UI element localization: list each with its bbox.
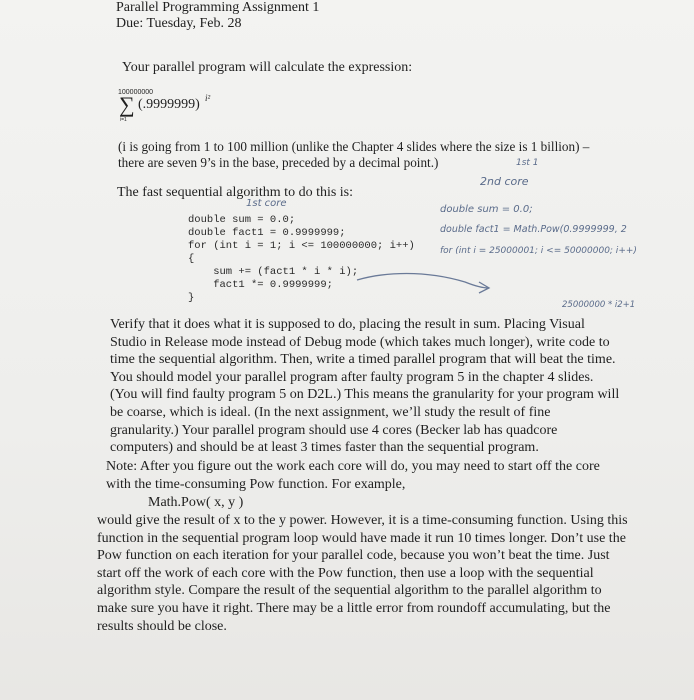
code-line: double sum = 0.0; [188, 214, 296, 226]
note-intro: Note: After you figure out the work each core will do, you may need to start off the core with the time-consuming Pow function. For example, [106, 459, 600, 492]
formula-body: (.9999999) [138, 97, 200, 112]
code-line: } [188, 292, 195, 304]
handwritten-arrow-icon [355, 268, 495, 296]
handwritten-core2: 2nd core [480, 175, 529, 188]
formula-lower-limit: i=1 [120, 117, 127, 123]
code-line: double fact1 = 0.9999999; [188, 227, 346, 239]
handwritten-for-line: for (int i = 25000001; i <= 50000000; i++) [440, 246, 637, 256]
formula-sigma: ∑ [119, 92, 135, 117]
code-line: for (int i = 1; i <= 100000000; i++) [188, 240, 415, 252]
formula-upper-limit: 100000000 [118, 89, 154, 96]
handwritten-fact-line: double fact1 = Math.Pow(0.9999999, 2 [440, 224, 627, 235]
formula-exponent: i² [205, 93, 211, 103]
intro-text: Your parallel program will calculate the expression: [122, 60, 413, 75]
assignment-title: Parallel Programming Assignment 1 [116, 0, 320, 15]
note-body: would give the result of x to the y power. However, it is a time-consuming function. Using this function in the sequential program loop would have made it run 10 times longer. Don’t use the Pow function on each iteration for your parallel code, because you won’t beat the time. Just start off the work of each core with the Pow function, then use a loop with the sequential algorithm style. Compare the result of the sequential algorithm to the parallel algorithm to make sure you have it right. There may be a little error from roundoff accumulating, but the results should be close. [97, 513, 628, 634]
code-line: fact1 *= 0.9999999; [188, 279, 333, 291]
paragraph-verify: Verify that it does what it is supposed to do, placing the result in sum. Placing Visual Studio in Release mode instead of Debug mode (which takes much longer), write code to time the sequential algorithm. Then, write a timed parallel program that will beat the time. You should model your parallel program after faulty program 5 in the chapter 4 slides. (You will find faulty program 5 on D2L.) This means the granularity for your program will be coarse, which is ideal. (In the next assignment, we’ll study the result of fine granularity.) Your parallel program should use 4 cores (Becker lab has quadcore computers) and should be at least 3 times faster than the sequential program. [110, 317, 620, 456]
handwritten-core1: 1st core [246, 198, 287, 209]
i-range-line2: there are seven 9’s in the base, preceded by a decimal point.) [118, 155, 439, 170]
fast-seq-label: The fast sequential algorithm to do this is: [117, 185, 354, 200]
handwritten-sum-line: double sum = 0.0; [440, 204, 533, 215]
pow-example: Math.Pow( x, y ) [148, 495, 244, 510]
handwritten-below: 25000000 * i2+1 [562, 300, 636, 310]
code-line: sum += (fact1 * i * i); [188, 266, 359, 278]
due-date: Due: Tuesday, Feb. 28 [116, 16, 242, 31]
i-range-line1: (i is going from 1 to 100 million (unlike the Chapter 4 slides where the size is 1 billion) – [118, 139, 590, 154]
handwritten-mark: 1st 1 [516, 158, 539, 168]
code-line: { [188, 253, 195, 265]
